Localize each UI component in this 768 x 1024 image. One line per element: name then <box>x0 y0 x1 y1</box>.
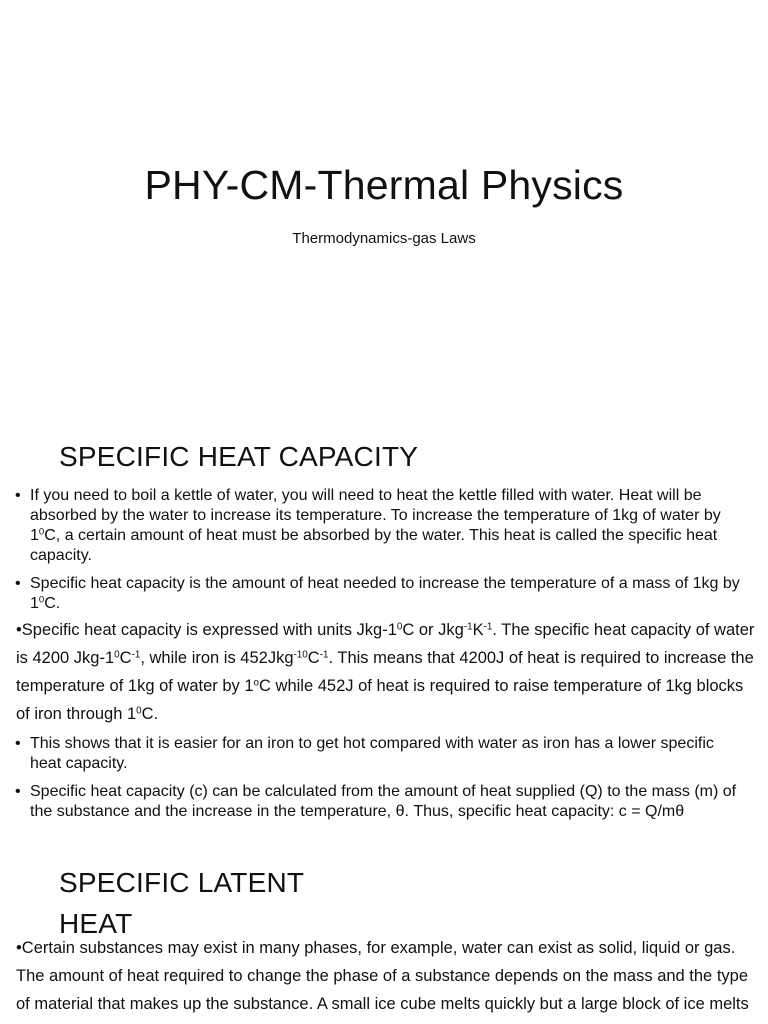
paragraph-phases: •Certain substances may exist in many phases, for example, water can exist as solid, liquid or gas. The amount of heat required to change the phase of a substance depends on the mass and the type of material that makes up the substance. A small ice cube melts quickly but a large block of ice melts <box>16 939 749 1013</box>
title-slide <box>0 0 768 420</box>
bullet-dot: • <box>15 575 21 592</box>
heading-specific-heat-capacity: SPECIFIC HEAT CAPACITY <box>59 441 419 472</box>
heading-specific-latent-heat: SPECIFIC LATENT HEAT <box>59 867 305 939</box>
slide-title: PHY-CM-Thermal Physics <box>144 162 624 208</box>
bullet-iron-easier: • This shows that it is easier for an iron to get hot compared with water as iron has a lower specific heat capacity. <box>15 735 714 772</box>
paragraph-units: •Specific heat capacity is expressed with units Jkg-$1^0C$ or $Jkg^{-1}K^{-1}$. The specific heat capacity of water is 4200 Jkg-$1^0C^{-1}$, while iron is $452Jkg^{-10}C^{-1}$. This means that 4200J of heat is required to increase the temperature of 1kg of water by 1$^o$C while 452J of heat is required to raise temperature of 1kg blocks of iron through $1^0C$. <box>16 621 755 723</box>
bullet-kettle: • If you need to boil a kettle of water, you will need to heat the kettle filled with water. Heat will be absorbed by the water to increase its temperature. To increase the temperature of 1kg of water by $1^0C$, a certain amount of heat must be absorbed by the water. This heat is called the specific heat capacity. <box>15 487 721 564</box>
slide-subtitle: Thermodynamics-gas Laws <box>292 230 476 247</box>
bullet-formula: • Specific heat capacity (c) can be calculated from the amount of heat supplied (Q) to the mass (m) of the substance and the increase in the temperature, θ. Thus, specific heat capacity: c = Q/mθ <box>15 783 737 820</box>
bullet-dot: • <box>15 783 21 800</box>
bullet-definition: • Specific heat capacity is the amount of heat needed to increase the temperature of a mass of 1kg by $1^0C$. <box>15 575 740 612</box>
bullet-dot: • <box>15 487 21 504</box>
bullet-dot: • <box>15 735 21 752</box>
